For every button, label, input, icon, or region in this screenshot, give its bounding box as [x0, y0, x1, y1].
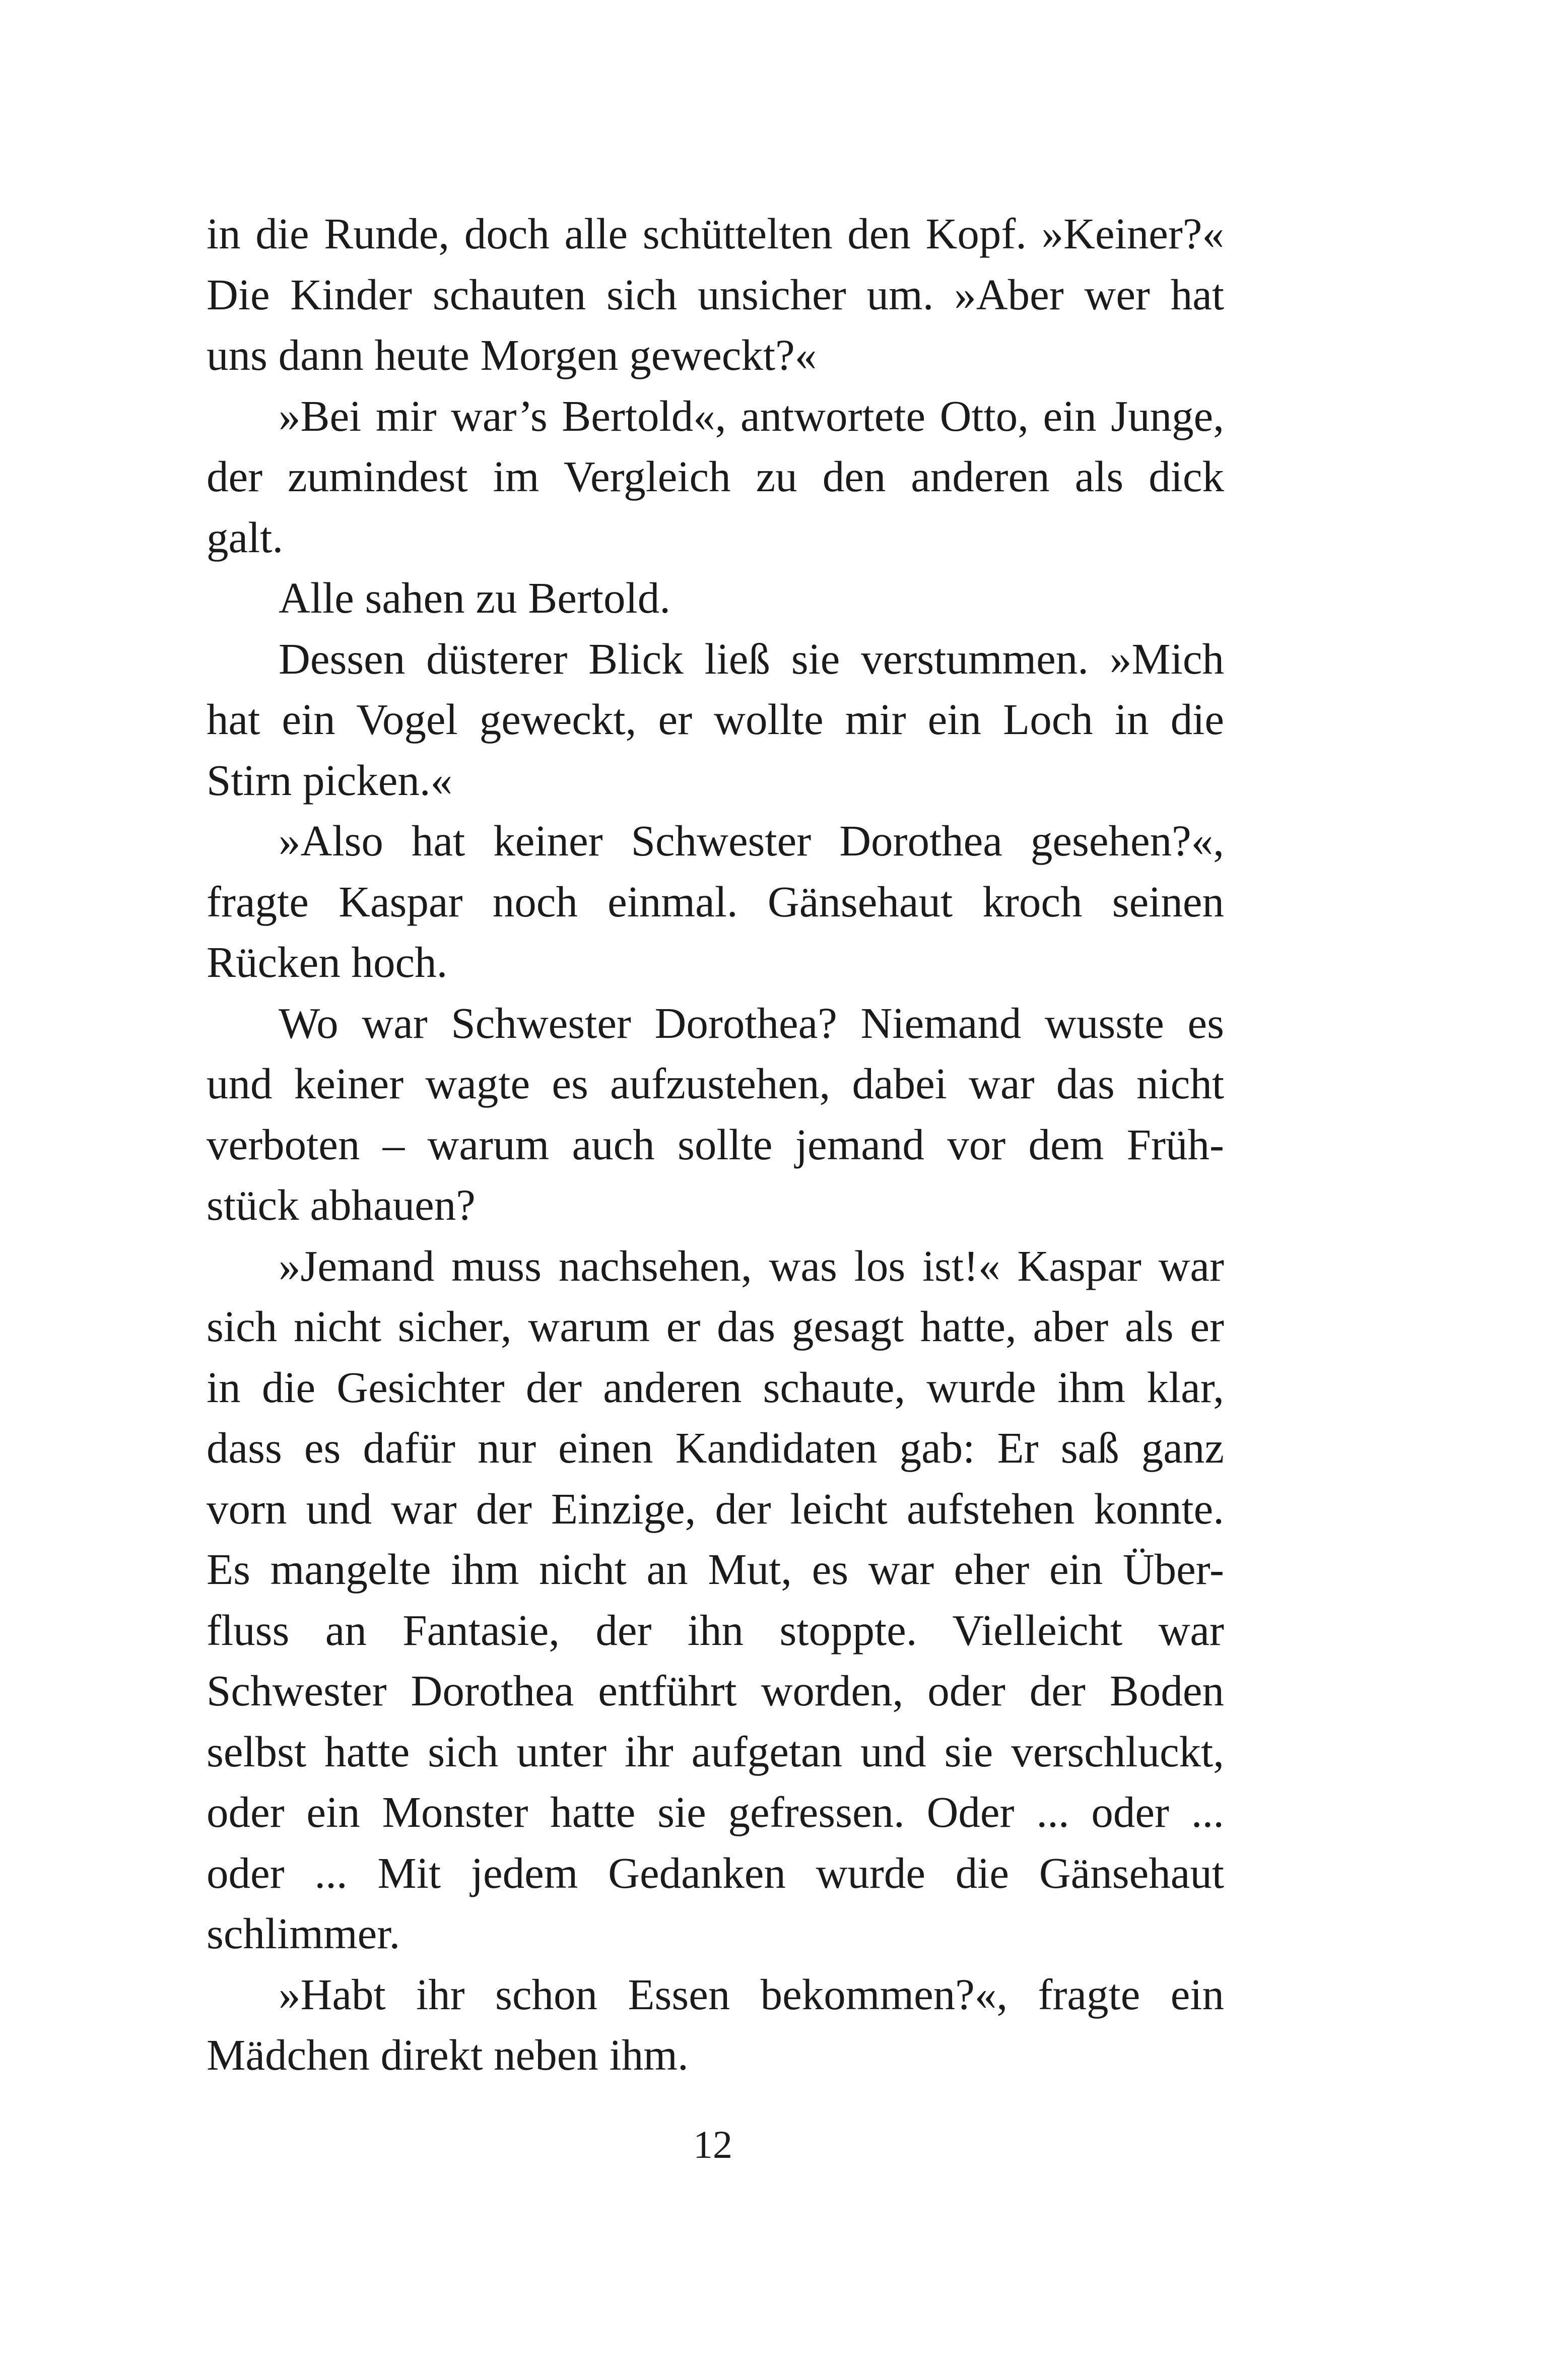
text-line: sich nicht sicher, warum er das gesagt hatte, aber als er — [207, 1302, 1224, 1351]
text-line: »Jemand muss nachsehen, was los ist!« Kaspar war — [279, 1241, 1224, 1290]
text-line: in die Runde, doch alle schüttelten den Kopf. »Keiner?« — [207, 209, 1224, 258]
text-line: Es mangelte ihm nicht an Mut, es war eher ein Über- — [207, 1545, 1224, 1594]
text-line: »Habt ihr schon Essen bekommen?«, fragte ein — [279, 1969, 1224, 2019]
body-text — [207, 204, 1224, 2086]
text-line: Wo war Schwester Dorothea? Niemand wusste es — [279, 998, 1224, 1047]
text-line: Schwester Dorothea entführt worden, oder der Boden — [207, 1666, 1224, 1715]
text-line: Die Kinder schauten sich unsicher um. »Aber wer hat — [207, 270, 1224, 319]
text-line: vorn und war der Einzige, der leicht aufstehen konnte. — [207, 1484, 1224, 1533]
text-line: hat ein Vogel geweckt, er wollte mir ein Loch in die — [207, 695, 1224, 744]
text-line: der zumindest im Vergleich zu den anderen als dick — [207, 452, 1224, 501]
text-line: schlimmer. — [207, 1909, 400, 1958]
text-line: »Also hat keiner Schwester Dorothea gesehen?«, — [279, 816, 1224, 865]
text-line: dass es dafür nur einen Kandidaten gab: Er saß ganz — [207, 1423, 1224, 1472]
text-line: oder ... Mit jedem Gedanken wurde die Gänsehaut — [207, 1848, 1224, 1897]
text-line: Dessen düsterer Blick ließ sie verstummen. »Mich — [279, 634, 1224, 683]
text-line: »Bei mir war’s Bertold«, antwortete Otto, ein Junge, — [279, 391, 1224, 440]
text-line: Alle sahen zu Bertold. — [279, 573, 670, 622]
text-line: und keiner wagte es aufzustehen, dabei war das nicht — [207, 1059, 1224, 1108]
text-line: oder ein Monster hatte sie gefressen. Oder ... oder ... — [207, 1788, 1224, 1836]
text-line: galt. — [207, 512, 284, 562]
text-line: fragte Kaspar noch einmal. Gänsehaut kroch seinen — [207, 877, 1224, 926]
text-line: stück abhauen? — [207, 1180, 476, 1229]
text-line: Stirn picken.« — [207, 755, 453, 805]
text-line: uns dann heute Morgen geweckt?« — [207, 330, 817, 379]
text-line: verboten – warum auch sollte jemand vor dem Früh- — [207, 1119, 1224, 1169]
text-line: selbst hatte sich unter ihr aufgetan und sie verschluckt, — [207, 1727, 1224, 1776]
text-line: in die Gesichter der anderen schaute, wurde ihm klar, — [207, 1362, 1224, 1412]
page-number: 12 — [693, 2123, 732, 2166]
text-line: fluss an Fantasie, der ihn stoppte. Vielleicht war — [207, 1605, 1224, 1655]
text-line: Mädchen direkt neben ihm. — [207, 2030, 689, 2079]
text-line: Rücken hoch. — [207, 938, 448, 986]
